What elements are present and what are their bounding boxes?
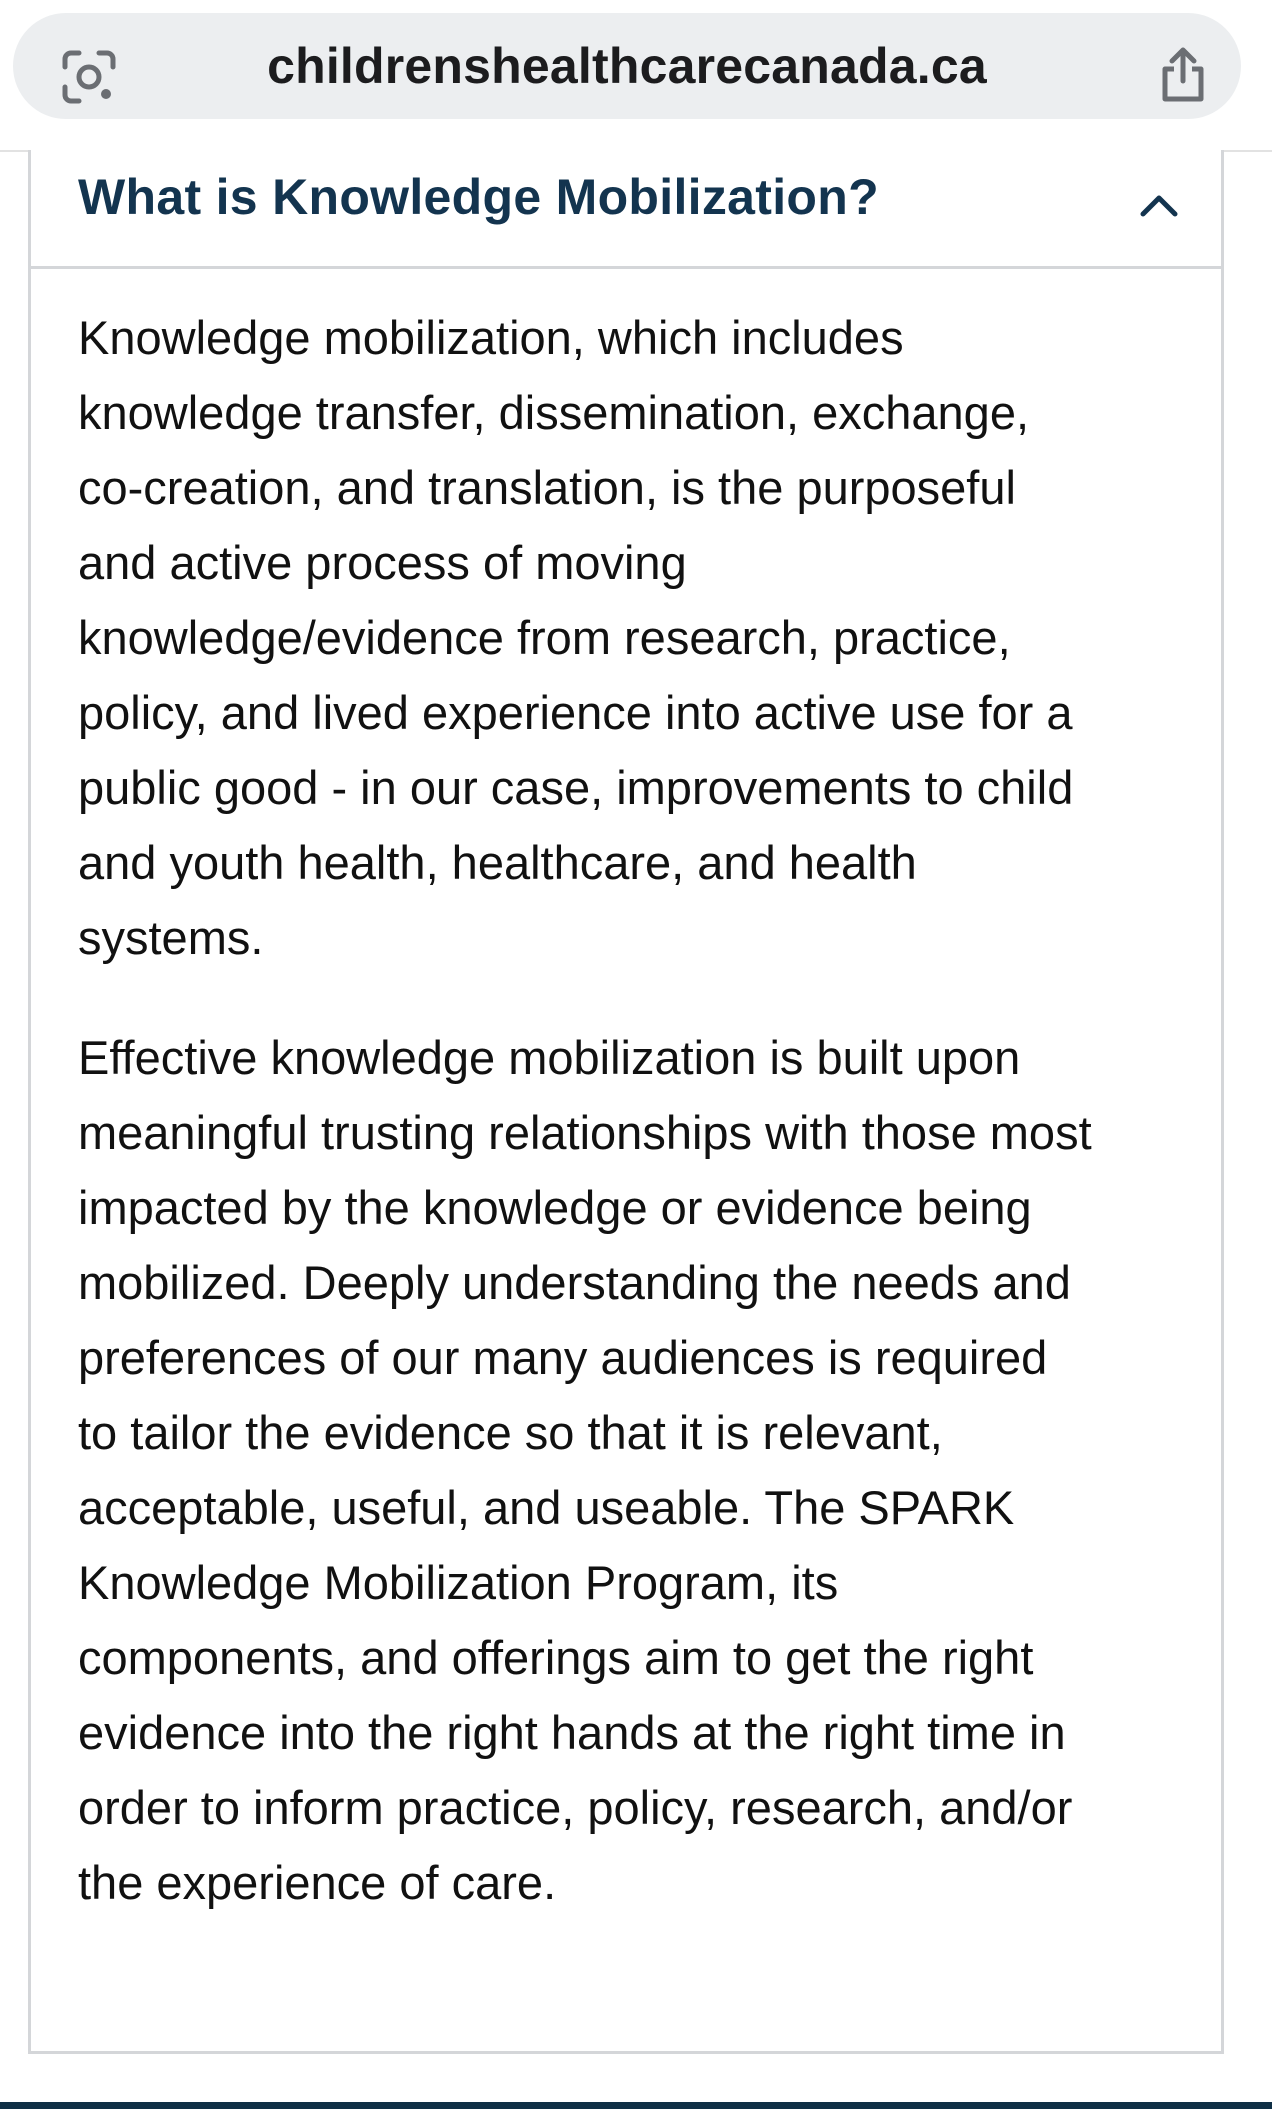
accordion-content — [78, 300, 1198, 1920]
accordion-title: What is Knowledge Mobilization? — [78, 169, 879, 225]
footer-edge — [0, 2102, 1272, 2109]
share-icon[interactable] — [1145, 37, 1221, 113]
url-text[interactable]: childrenshealthcarecanada.ca — [267, 38, 987, 94]
chevron-up-icon[interactable] — [1135, 182, 1183, 230]
accordion-header[interactable] — [31, 150, 1221, 269]
paragraph-effective-mobilization: Effective knowledge mobilization is built upon meaningful trusting relationships with those most impacted by the knowledge or evidence being mobilized. Deeply understanding the needs and preferences of our many audiences is required to tailor the evidence so that it is relevant, acceptable, useful, and useable. The SPARK Knowledge Mobilization Program, its components, and offerings aim to get the right evidence into the right hands at the right time in order to inform practice, policy, research, and/or the experience of care. — [78, 1031, 1092, 1909]
faq-accordion — [28, 150, 1224, 2054]
paragraph-definition: Knowledge mobilization, which includes knowledge transfer, dissemination, exchange, co-creation, and translation, is the purposeful and active process of moving knowledge/evidence from research, practice, policy, and lived experience into active use for a public good - in our case, improvements to child and youth health, healthcare, and health systems. — [78, 311, 1074, 964]
browser-top-bar — [0, 0, 1272, 152]
address-bar[interactable] — [13, 13, 1241, 119]
